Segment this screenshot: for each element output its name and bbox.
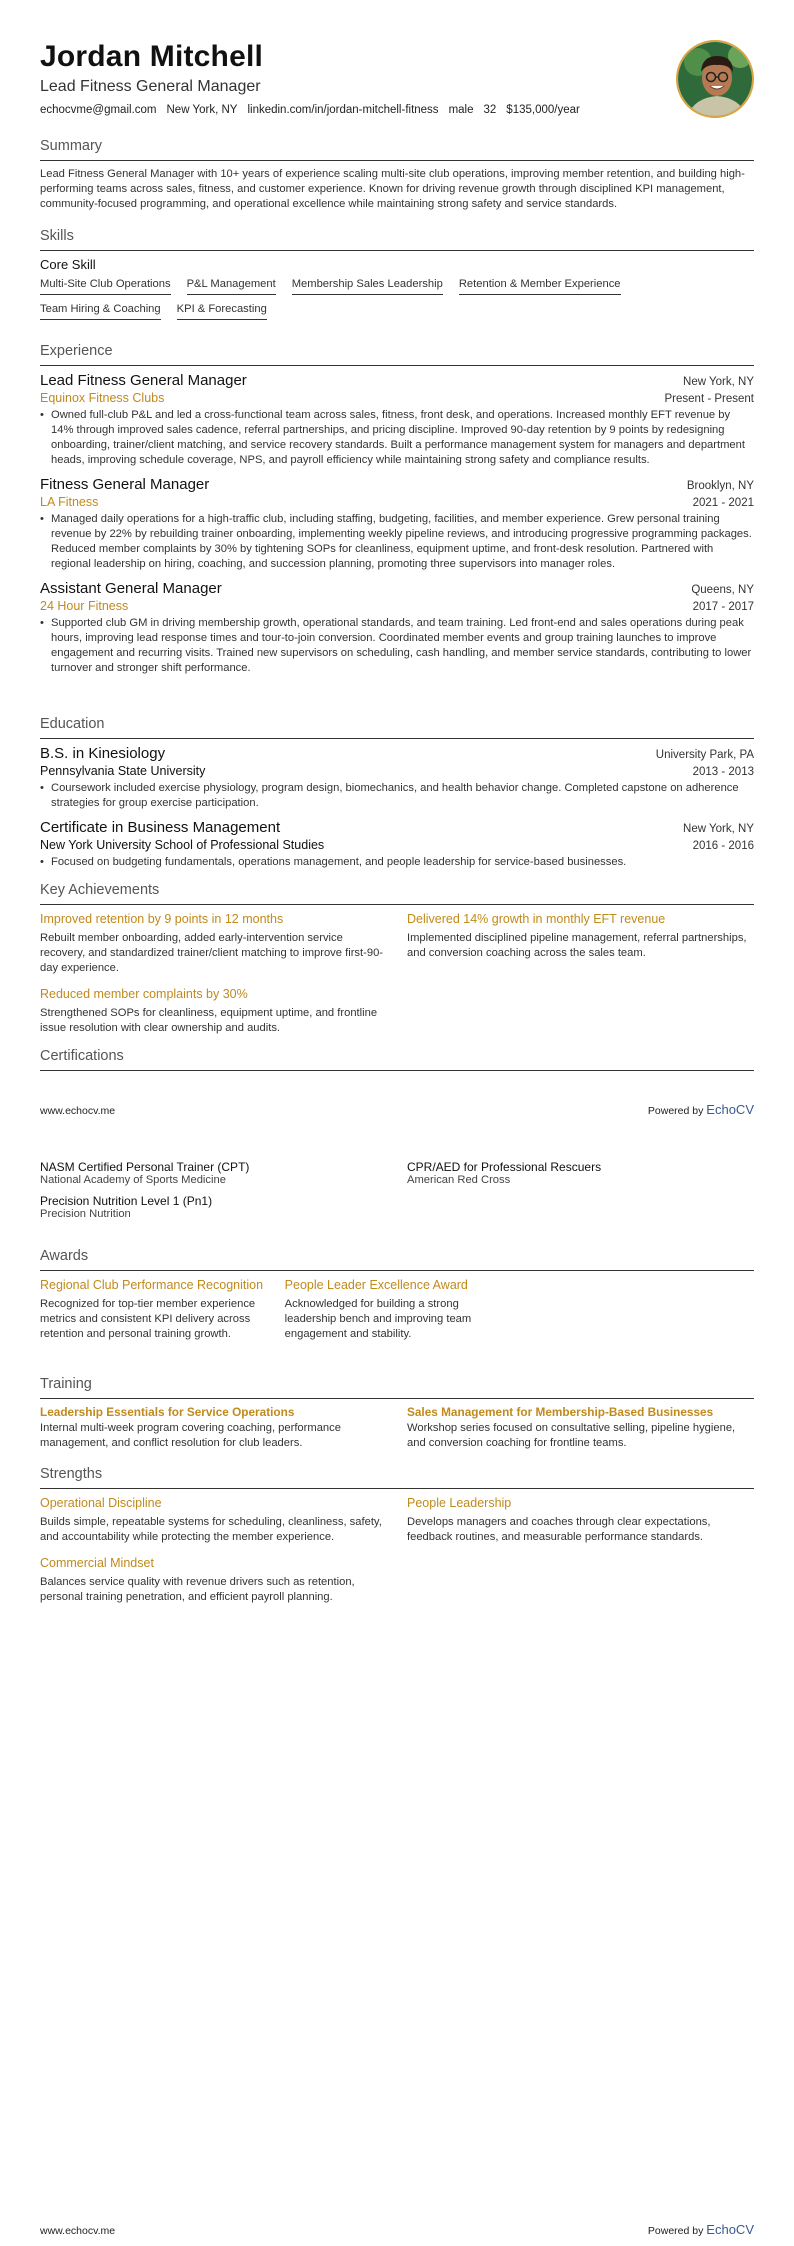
achievements-heading: Key Achievements	[40, 882, 160, 898]
edu-dates: 2016 - 2016	[692, 840, 754, 852]
candidate-title: Lead Fitness General Manager	[40, 78, 261, 95]
footer-brand[interactable]: EchoCV	[706, 1102, 754, 1117]
achievement-text: Rebuilt member onboarding, added early-intervention service recovery, and standardized trainer/client matching to improve first-90-day experience.	[40, 932, 384, 974]
job-company: Equinox Fitness Clubs	[40, 391, 165, 405]
training-item	[40, 1405, 387, 1451]
summary-section	[40, 138, 754, 212]
contact-linkedin[interactable]: linkedin.com/in/jordan-mitchell-fitness	[247, 104, 439, 116]
skill-chip: Membership Sales Leadership	[292, 278, 443, 295]
skill-chip: Team Hiring & Coaching	[40, 303, 161, 320]
divider	[40, 904, 754, 905]
footer-brand[interactable]: EchoCV	[706, 2222, 754, 2237]
resume-header	[40, 40, 754, 116]
job-dates: 2017 - 2017	[692, 601, 754, 613]
skill-chip: Retention & Member Experience	[459, 278, 621, 295]
skills-heading: Skills	[40, 228, 74, 244]
divider	[40, 1070, 754, 1071]
strength-title: Commercial Mindset	[40, 1556, 154, 1570]
footer-powered: Powered by	[647, 2225, 704, 2237]
strength-text: Balances service quality with revenue drivers such as retention, personal training penetration, and efficient payroll planning.	[40, 1576, 355, 1603]
cert-name: NASM Certified Personal Trainer (CPT)	[40, 1160, 250, 1174]
training-title: Sales Management for Membership-Based Businesses	[407, 1405, 714, 1419]
job-company: LA Fitness	[40, 495, 99, 509]
divider	[40, 738, 754, 739]
skills-list	[40, 278, 754, 320]
edu-bullet: • Coursework included exercise physiology, program design, biomechanics, and health behavior change. Completed capstone on adherence strategies for group exercise participation.	[40, 781, 754, 811]
award-title: Regional Club Performance Recognition	[40, 1278, 264, 1292]
training-title: Leadership Essentials for Service Operations	[40, 1405, 295, 1419]
summary-text: Lead Fitness General Manager with 10+ years of experience scaling multi-site club operations, improving member retention, and building high-performing teams across sales, fitness, and customer experience. Known for driving revenue growth through disciplined KPI management, community-focused programming, and operational excellence while maintaining strong safety and service standards.	[40, 168, 745, 210]
training-item	[407, 1405, 754, 1451]
contact-gender: male	[448, 104, 474, 116]
certification-item	[40, 1194, 387, 1220]
cert-issuer: National Academy of Sports Medicine	[40, 1174, 226, 1186]
candidate-name: Jordan Mitchell	[40, 40, 264, 73]
award-item	[40, 1277, 265, 1342]
school: New York University School of Professional Studies	[40, 838, 325, 852]
strengths-heading: Strengths	[40, 1466, 103, 1482]
achievements-section	[40, 882, 754, 1036]
page-footer	[40, 1102, 754, 1117]
job-title: Assistant General Manager	[40, 580, 222, 597]
job-dates: Present - Present	[664, 393, 754, 405]
job-location: New York, NY	[683, 376, 754, 388]
degree: B.S. in Kinesiology	[40, 745, 166, 762]
job-bullet: • Supported club GM in driving membership growth, operational standards, and team training. Led front-end and sales operations during peak hours, improving lead response times and tour-to-join conversion. Coordinated member events and group training launches to improve engagement and recurring visits. Trained new supervisors on scheduling, cash handling, and member service standards, contributing to lower turnover and stronger shift performance.	[40, 616, 754, 676]
award-text: Recognized for top-tier member experience metrics and consistent KPI delivery across retention and personal training growth.	[40, 1298, 256, 1340]
edu-location: University Park, PA	[655, 749, 754, 761]
cert-issuer: Precision Nutrition	[40, 1208, 131, 1220]
edu-dates: 2013 - 2013	[692, 766, 754, 778]
job-company: 24 Hour Fitness	[40, 599, 129, 613]
contact-row	[40, 104, 754, 116]
strength-item	[40, 1495, 387, 1545]
education-entry	[40, 819, 754, 870]
awards-heading: Awards	[40, 1248, 89, 1264]
edu-location: New York, NY	[683, 823, 754, 835]
strength-title: People Leadership	[407, 1496, 512, 1510]
certification-item	[407, 1160, 754, 1186]
achievement-title: Reduced member complaints by 30%	[40, 987, 248, 1001]
training-section	[40, 1376, 754, 1451]
contact-salary: $135,000/year	[506, 104, 580, 116]
skills-group-title: Core Skill	[40, 257, 96, 272]
job-entry	[40, 476, 754, 572]
cert-issuer: American Red Cross	[407, 1174, 511, 1186]
strength-item	[407, 1495, 754, 1545]
certifications-heading: Certifications	[40, 1048, 124, 1064]
job-bullet: • Owned full-club P&L and led a cross-functional team across sales, fitness, front desk, and operations. Increased monthly EFT revenue by 14% through improved sales cadence, referral partnerships, and pricing discipline. Improved 90-day retention by 9 points by redesigning onboarding, trainer/client matching, and service recovery standards. Built a performance management system for managers and department heads, improving schedule coverage, NPS, and payroll efficiency while maintaining strong safety and compliance results.	[40, 408, 754, 468]
achievement-title: Improved retention by 9 points in 12 months	[40, 912, 284, 926]
skill-chip: P&L Management	[187, 278, 276, 295]
job-bullet: • Managed daily operations for a high-traffic club, including staffing, budgeting, facilities, and member experience. Grew personal training revenue by 22% by rebuilding trainer onboarding, implementing weekly pipeline reviews, and introducing progressive programming packages. Reduced member complaints by 30% by tightening SOPs for cleanliness, equipment uptime, and front-desk resolution. Partnered with regional leadership on hiring, coaching, and succession planning, promoting three supervisors into manager roles.	[40, 512, 754, 572]
job-title: Lead Fitness General Manager	[40, 372, 247, 389]
award-text: Acknowledged for building a strong leadership bench and improving team engagement and stability.	[284, 1298, 472, 1340]
job-dates: 2021 - 2021	[692, 497, 754, 509]
certifications-section	[40, 1048, 754, 1077]
degree: Certificate in Business Management	[40, 819, 281, 836]
education-heading: Education	[40, 716, 105, 732]
education-section	[40, 716, 754, 870]
achievement-item	[407, 911, 754, 976]
strength-text: Builds simple, repeatable systems for scheduling, cleanliness, safety, and accountability while protecting the member experience.	[40, 1516, 382, 1543]
contact-location: New York, NY	[166, 104, 238, 116]
strength-item	[40, 1555, 387, 1605]
edu-bullet: • Focused on budgeting fundamentals, operations management, and people leadership for service-based businesses.	[40, 855, 754, 870]
achievement-text: Implemented disciplined pipeline management, referral partnerships, and conversion coaching across the sales team.	[407, 932, 747, 959]
cert-name: Precision Nutrition Level 1 (Pn1)	[40, 1194, 213, 1208]
skill-chip: KPI & Forecasting	[177, 303, 267, 320]
divider	[40, 1398, 754, 1399]
certification-item	[40, 1160, 387, 1186]
footer-powered: Powered by	[647, 1105, 704, 1117]
divider	[40, 250, 754, 251]
cert-name: CPR/AED for Professional Rescuers	[407, 1160, 602, 1174]
skill-chip: Multi-Site Club Operations	[40, 278, 171, 295]
contact-email[interactable]: echocvme@gmail.com	[40, 104, 157, 116]
skills-section	[40, 228, 754, 320]
achievement-title: Delivered 14% growth in monthly EFT revenue	[407, 912, 666, 926]
divider	[40, 365, 754, 366]
page-footer	[40, 2222, 754, 2237]
achievement-item	[40, 986, 387, 1036]
achievement-text: Strengthened SOPs for cleanliness, equipment uptime, and frontline issue resolution with clear ownership and audits.	[40, 1007, 378, 1034]
experience-heading: Experience	[40, 343, 113, 359]
experience-section	[40, 343, 754, 676]
footer-url[interactable]: www.echocv.me	[40, 1105, 116, 1117]
strength-title: Operational Discipline	[40, 1496, 162, 1510]
job-title: Fitness General Manager	[40, 476, 210, 493]
divider	[40, 1270, 754, 1271]
summary-heading: Summary	[40, 138, 103, 154]
training-text: Workshop series focused on consultative selling, pipeline hygiene, and conversion coaching for frontline teams.	[407, 1422, 736, 1449]
strength-text: Develops managers and coaches through clear expectations, feedback routines, and measurable performance standards.	[407, 1516, 711, 1543]
divider	[40, 1488, 754, 1489]
footer-url[interactable]: www.echocv.me	[40, 2225, 116, 2237]
achievement-item	[40, 911, 387, 976]
training-text: Internal multi-week program covering coaching, performance management, and conflict resolution for club leaders.	[40, 1422, 341, 1449]
strengths-section	[40, 1466, 754, 1605]
school: Pennsylvania State University	[40, 764, 206, 778]
awards-section	[40, 1248, 754, 1342]
avatar	[676, 40, 754, 118]
award-item	[285, 1277, 510, 1342]
training-heading: Training	[40, 1376, 92, 1392]
certifications-list	[40, 1160, 754, 1220]
job-entry	[40, 372, 754, 468]
job-entry	[40, 580, 754, 676]
job-location: Queens, NY	[691, 584, 754, 596]
job-location: Brooklyn, NY	[686, 480, 754, 492]
award-title: People Leader Excellence Award	[284, 1278, 468, 1292]
contact-age: 32	[483, 104, 497, 116]
education-entry	[40, 745, 754, 811]
divider	[40, 160, 754, 161]
